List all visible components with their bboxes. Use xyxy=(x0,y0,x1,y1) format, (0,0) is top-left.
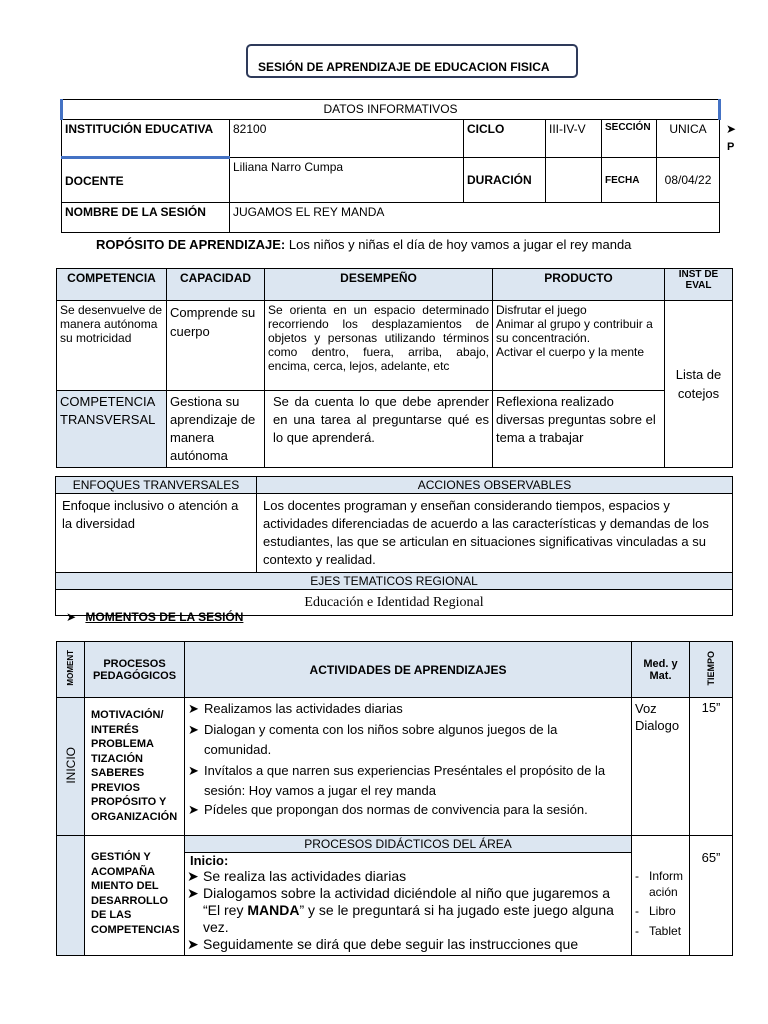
datos-heading: DATOS INFORMATIVOS xyxy=(62,100,720,120)
nombre-sesion-label: NOMBRE DE LA SESIÓN xyxy=(62,203,230,233)
momentos-table xyxy=(56,641,733,956)
desarrollo-med xyxy=(632,836,690,956)
competencia-header: COMPETENCIA xyxy=(57,269,167,301)
moment-header xyxy=(57,642,85,698)
procesos-didacticos-header: PROCESOS DIDÁCTICOS DEL ÁREA xyxy=(185,836,631,853)
capacidad-header: CAPACIDAD xyxy=(167,269,265,301)
institucion-label: INSTITUCIÓN EDUCATIVA xyxy=(62,120,230,158)
seccion-label: SECCIÓN xyxy=(602,120,657,158)
inicio-tiempo: 15” xyxy=(690,698,733,836)
seccion-value: UNICA xyxy=(657,120,720,158)
desarrollo-procesos: GESTIÓN Y ACOMPAÑA MIENTO DEL DESARROLLO DE LAS COMPETENCIAS xyxy=(85,836,185,956)
tiempo-header xyxy=(690,642,733,698)
session-title: SESIÓN DE APRENDIZAJE DE EDUCACION FISICA xyxy=(246,44,578,78)
ejes-value: Educación e Identidad Regional xyxy=(56,590,733,616)
fecha-label: FECHA xyxy=(602,158,657,203)
inicio-med xyxy=(632,698,690,836)
enfoque-cell: Enfoque inclusivo o atención a la diversidad xyxy=(56,494,257,573)
activity-item: ➤ Invítalos a que narren sus experiencias Preséntales el propósito de la sesión: Hoy vamos a jugar el rey manda xyxy=(188,762,606,798)
fecha-value: 08/04/22 xyxy=(657,158,720,203)
arrow-icon: ➤ xyxy=(188,721,199,737)
nombre-sesion-value: JUGAMOS EL REY MANDA xyxy=(230,203,720,233)
activity-item: ➤ Realizamos las actividades diarias xyxy=(188,699,628,720)
proposito-line xyxy=(96,237,631,252)
desarrollo-tiempo: 65” xyxy=(690,836,733,956)
med-item: Voz xyxy=(635,701,657,716)
acciones-header: ACCIONES OBSERVABLES xyxy=(257,477,733,494)
desempeno-transversal-cell: Se da cuenta lo que debe aprender en una tarea al preguntarse qué es lo que aprenderá. xyxy=(265,391,493,468)
docente-label: DOCENTE xyxy=(62,158,230,203)
med-item: - Libro xyxy=(635,904,676,918)
competencia-cell: Se desenvuelve de manera autónoma su motricidad xyxy=(57,301,167,391)
desarrollo-moment-cell xyxy=(57,836,85,956)
med-item: - Tablet xyxy=(635,924,682,938)
med-item: - Información xyxy=(635,869,684,899)
inicio-moment-cell xyxy=(57,698,85,836)
side-marker: P xyxy=(727,141,735,153)
arrow-icon: ➤ xyxy=(188,801,199,817)
capacidad-cell: Comprende su cuerpo xyxy=(167,301,265,391)
ejes-header: EJES TEMATICOS REGIONAL xyxy=(56,573,733,590)
docente-value: Liliana Narro Cumpa xyxy=(230,158,464,203)
arrow-icon: ➤ xyxy=(187,936,199,952)
arrow-icon: ➤ xyxy=(187,885,199,901)
ciclo-value: III-IV-V xyxy=(546,120,602,158)
inicio-label: INICIO xyxy=(63,746,78,784)
producto-item: Activar el cuerpo y la mente xyxy=(496,345,645,359)
producto-item: Disfrutar el juego xyxy=(496,303,587,317)
side-arrow-icon: ➤ xyxy=(726,122,737,136)
institucion-value: 82100 xyxy=(230,120,464,158)
capacidad-transversal-cell: Gestiona su aprendizaje de manera autónoma xyxy=(167,391,265,468)
enfoques-header: ENFOQUES TRANVERSALES xyxy=(56,477,257,494)
inicio-actividades xyxy=(185,698,632,836)
ciclo-label: CICLO xyxy=(464,120,546,158)
procesos-header: PROCESOS PEDAGÓGICOS xyxy=(85,642,185,698)
producto-header: PRODUCTO xyxy=(493,269,665,301)
producto-transversal-cell: Reflexiona realizado diversas preguntas sobre el tema a trabajar xyxy=(493,391,665,468)
activity-item: ➤ Dialogan y comenta con los niños sobre algunos juegos de la comunidad. xyxy=(188,721,558,757)
inst-eval-header: INST DE EVAL xyxy=(665,269,733,301)
inst-eval-cell: Lista de cotejos xyxy=(665,301,733,468)
inicio-subheading: Inicio: xyxy=(190,853,229,868)
activity-item: ➤ Se realiza las actividades diarias xyxy=(187,868,407,884)
desarrollo-actividades xyxy=(185,836,632,956)
desempeno-cell: Se orienta en un espacio determinado recorriendo los desplazamientos de objetos y personas utilizando términos como dentro, fuera, arriba, abajo, encima, cerca, lejos, adelante, etc xyxy=(265,301,493,391)
duracion-value xyxy=(546,158,602,203)
activity-item: ➤ Dialogamos sobre la actividad diciéndole al niño que jugaremos a “El rey MANDA” y se le preguntará si ha jugado este juego alguna vez. xyxy=(187,885,614,935)
proposito-label: ROPÓSITO DE APRENDIZAJE: xyxy=(96,237,286,252)
activity-item: ➤ Seguidamente se dirá que debe seguir las instrucciones que xyxy=(187,936,579,952)
momentos-heading-line xyxy=(66,610,243,624)
competencia-transversal-cell: COMPETENCIA TRANSVERSAL xyxy=(57,391,167,468)
tiempo-header-text: TIEMPO xyxy=(706,650,716,686)
arrow-icon: ➤ xyxy=(188,701,199,716)
activity-item: ➤ Pídeles que propongan dos normas de convivencia para la sesión. xyxy=(188,801,588,817)
actividades-header: ACTIVIDADES DE APRENDIZAJES xyxy=(185,642,632,698)
producto-item: Animar al grupo y contribuir a su concentración. xyxy=(496,317,653,345)
arrow-icon: ➤ xyxy=(66,610,77,624)
arrow-icon: ➤ xyxy=(188,762,199,778)
proposito-text: Los niños y niñas el día de hoy vamos a jugar el rey manda xyxy=(288,237,632,252)
desarrollo-body xyxy=(185,853,631,953)
datos-informativos-table xyxy=(60,99,721,233)
momentos-heading: MOMENTOS DE LA SESIÓN xyxy=(85,610,244,624)
acciones-cell: Los docentes programan y enseñan considerando tiempos, espacios y actividades diferenciadas de acuerdo a las características y demandas de los estudiantes, las que se articulan en situaciones significativas vinculadas a su contexto y realidad. xyxy=(257,494,733,573)
arrow-icon: ➤ xyxy=(187,868,199,884)
duracion-label: DURACIÓN xyxy=(464,158,546,203)
desempeno-header: DESEMPEÑO xyxy=(265,269,493,301)
med-item: Dialogo xyxy=(635,718,680,733)
moment-header-text: MOMENT xyxy=(66,650,75,686)
producto-cell xyxy=(493,301,665,391)
med-header: Med. y Mat. xyxy=(632,642,690,698)
competencias-table xyxy=(56,268,733,468)
enfoques-table xyxy=(55,476,733,616)
inicio-procesos: MOTIVACIÓN/ INTERÉS PROBLEMA TIZACIÓN SABERES PREVIOS PROPÓSITO Y ORGANIZACIÓN xyxy=(85,698,185,836)
